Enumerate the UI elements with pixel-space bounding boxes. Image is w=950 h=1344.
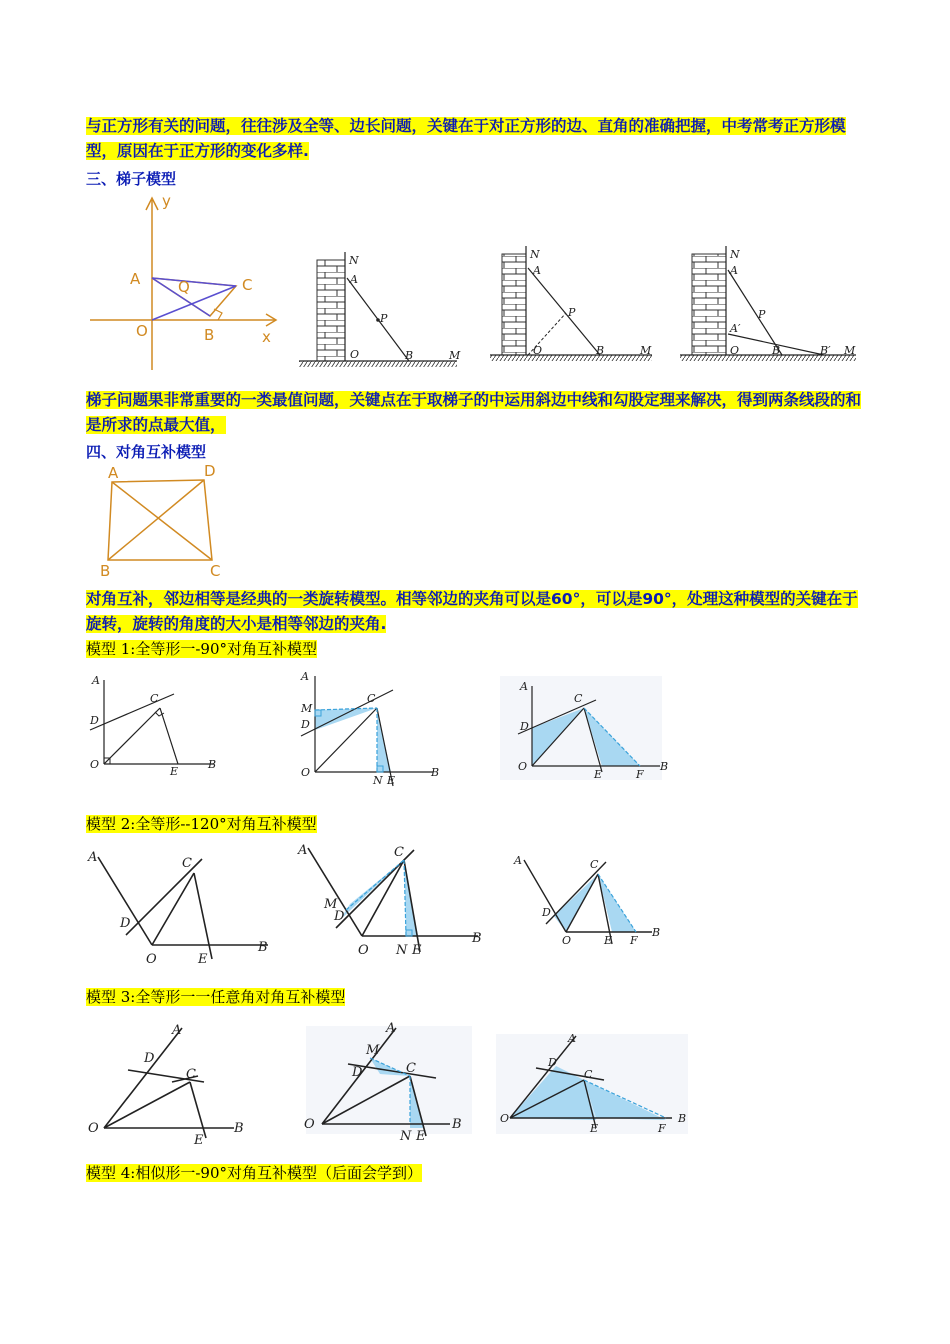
m3f2-a: A <box>386 1021 396 1036</box>
m3f2-e: E <box>416 1129 426 1144</box>
m2f1-b: B <box>258 940 268 955</box>
m2f3-f: F <box>630 934 638 947</box>
m3f2-n: N <box>400 1129 412 1144</box>
lad3-m-label: M <box>844 344 856 357</box>
m2f2-n: N <box>396 943 408 958</box>
quad-d-label: D <box>204 462 216 480</box>
lad1-a-label: A <box>350 273 358 286</box>
m1f1-b: B <box>208 758 217 771</box>
m3f3-d: D <box>548 1056 557 1069</box>
m1f2-m: M <box>301 702 313 715</box>
m2f3-c: C <box>590 858 599 871</box>
model-1-caption <box>86 638 317 659</box>
m1f3-a: A <box>520 680 528 693</box>
m3f1-e: E <box>194 1133 204 1148</box>
quad-a-label: A <box>108 464 119 482</box>
ladder-heading-text: 三、梯子模型 <box>86 170 177 188</box>
m2f1-c: C <box>182 856 192 871</box>
lad3-a-label: A <box>730 264 738 277</box>
m2f2-m: M <box>324 897 338 912</box>
m1f3-b: B <box>660 760 669 773</box>
model-4-caption-text: 模型 4:相似形一-90°对角互补模型（后面会学到） <box>86 1164 423 1182</box>
m1f2-e: E <box>387 774 396 787</box>
square-model-text: 与正方形有关的问题，往往涉及全等、边长问题，关键在于对正方形的边、直角的准确把握，中考常考正方形模型，原因在于正方形的变化多样. <box>86 117 846 160</box>
ladder-paragraph <box>86 388 866 438</box>
m3f2-o: O <box>304 1117 315 1132</box>
m3f1-b: B <box>234 1121 244 1136</box>
model-2-caption-text: 模型 2:全等形--120°对角互补模型 <box>86 815 317 833</box>
m2f3-e: E <box>604 934 613 947</box>
lad3-b-label: B <box>772 344 781 357</box>
model1-fig3 <box>500 672 670 784</box>
model2-fig2 <box>292 842 492 967</box>
model-2-caption <box>86 813 317 834</box>
ladder-coordinate-sketch <box>86 192 286 382</box>
m1f3-e: E <box>594 768 603 781</box>
ladder-heading <box>86 168 176 189</box>
model2-fig1 <box>86 845 276 970</box>
m3f3-b: B <box>678 1112 687 1125</box>
model2-fig3 <box>510 852 670 952</box>
model-3-caption <box>86 986 345 1007</box>
lad2-m-label: M <box>640 344 652 357</box>
lad2-a-label: A <box>533 264 541 277</box>
m1f2-n: N <box>373 774 383 787</box>
model-1-caption-text: 模型 1:全等形一-90°对角互补模型 <box>86 640 318 658</box>
m2f2-o: O <box>358 943 369 958</box>
m2f2-a: A <box>298 843 308 858</box>
model1-fig1 <box>86 672 226 782</box>
lad2-b-label: B <box>596 344 605 357</box>
m3f3-f: F <box>658 1122 666 1135</box>
m3f2-c: C <box>406 1061 416 1076</box>
lad3-p-label: P <box>758 308 766 321</box>
m1f2-a: A <box>301 670 309 683</box>
m2f3-a: A <box>514 854 522 867</box>
m3f3-c: C <box>584 1068 593 1081</box>
lad1-m-label: M <box>449 349 461 362</box>
quad-c-label: C <box>210 562 221 580</box>
m3f2-b: B <box>452 1117 462 1132</box>
diagonal-heading <box>86 441 206 462</box>
m2f1-e: E <box>198 952 208 967</box>
m2f3-b: B <box>652 926 661 939</box>
m3f3-o: O <box>500 1112 510 1125</box>
m2f3-d: D <box>542 906 551 919</box>
m1f1-a: A <box>92 674 100 687</box>
lad2-n-label: N <box>530 248 540 261</box>
lad1-o-label: O <box>350 348 360 361</box>
lad3-a2-label: A′ <box>730 322 741 335</box>
model-3-caption-text: 模型 3:全等形一一任意角对角互补模型 <box>86 988 346 1006</box>
lad1-p-label: P <box>380 312 388 325</box>
m3f1-a: A <box>172 1023 182 1038</box>
m1f1-c: C <box>150 692 159 705</box>
lad2-o-label: O <box>533 344 543 357</box>
m1f1-e: E <box>170 765 179 778</box>
model3-fig1 <box>86 1020 261 1150</box>
m1f2-c: C <box>367 692 376 705</box>
m1f3-o: O <box>518 760 528 773</box>
m2f2-e: E <box>412 943 422 958</box>
sketch-b-label: B <box>204 326 215 344</box>
m3f2-d: D <box>352 1065 363 1080</box>
m1f2-b: B <box>431 766 440 779</box>
m3f3-a: A <box>568 1032 576 1045</box>
m3f3-e: E <box>590 1122 599 1135</box>
m3f1-o: O <box>88 1121 99 1136</box>
m1f3-d: D <box>520 720 529 733</box>
m1f1-o: O <box>90 758 100 771</box>
m1f2-o: O <box>301 766 311 779</box>
sketch-c-label: C <box>242 276 253 294</box>
m3f1-d: D <box>144 1051 155 1066</box>
model1-fig2 <box>295 668 455 788</box>
diagonal-paragraph <box>86 587 866 637</box>
m3f1-c: C <box>186 1067 196 1082</box>
lad3-n-label: N <box>730 248 740 261</box>
lad1-n-label: N <box>349 254 359 267</box>
square-model-paragraph <box>86 114 866 164</box>
diagonal-heading-text: 四、对角互补模型 <box>86 443 207 461</box>
lad1-b-label: B <box>405 349 414 362</box>
ladder-figure-2 <box>486 244 661 369</box>
m2f2-c: C <box>394 845 404 860</box>
ladder-text: 梯子问题果非常重要的一类最值问题，关键点在于取梯子的中运用斜边中线和勾股定理来解决，得到两条线段的和是所求的点最大值， <box>86 391 862 434</box>
m2f1-a: A <box>88 850 98 865</box>
m3f2-m: M <box>366 1043 380 1058</box>
m2f2-d: D <box>334 909 345 924</box>
m1f3-f: F <box>636 768 644 781</box>
sketch-x-label: x <box>262 328 271 346</box>
m2f2-b: B <box>472 931 482 946</box>
model3-fig3 <box>496 1030 696 1140</box>
diagonal-text: 对角互补，邻边相等是经典的一类旋转模型。相等邻边的夹角可以是60°，可以是90°，处理这种模型的关键在于旋转，旋转的角度的大小是相等邻边的夹角. <box>86 590 858 633</box>
ladder-figure-3 <box>676 244 861 369</box>
sketch-y-label: y <box>162 192 171 210</box>
m1f1-d: D <box>90 714 99 727</box>
ladder-figure-1 <box>295 248 470 373</box>
m2f1-o: O <box>146 952 157 967</box>
model3-fig2 <box>300 1018 480 1143</box>
lad3-o-label: O <box>730 344 740 357</box>
m2f3-o: O <box>562 934 572 947</box>
m1f3-c: C <box>574 692 583 705</box>
diagonal-quad-sketch <box>86 464 226 579</box>
sketch-q-label: Q <box>178 278 190 296</box>
sketch-a-label: A <box>130 270 141 288</box>
lad3-b2-label: B′ <box>820 344 831 357</box>
m1f2-d: D <box>301 718 310 731</box>
m2f1-d: D <box>120 916 131 931</box>
model-4-caption <box>86 1162 422 1183</box>
lad2-p-label: P <box>568 306 576 319</box>
sketch-o-label: O <box>136 322 148 340</box>
quad-b-label: B <box>100 562 111 580</box>
